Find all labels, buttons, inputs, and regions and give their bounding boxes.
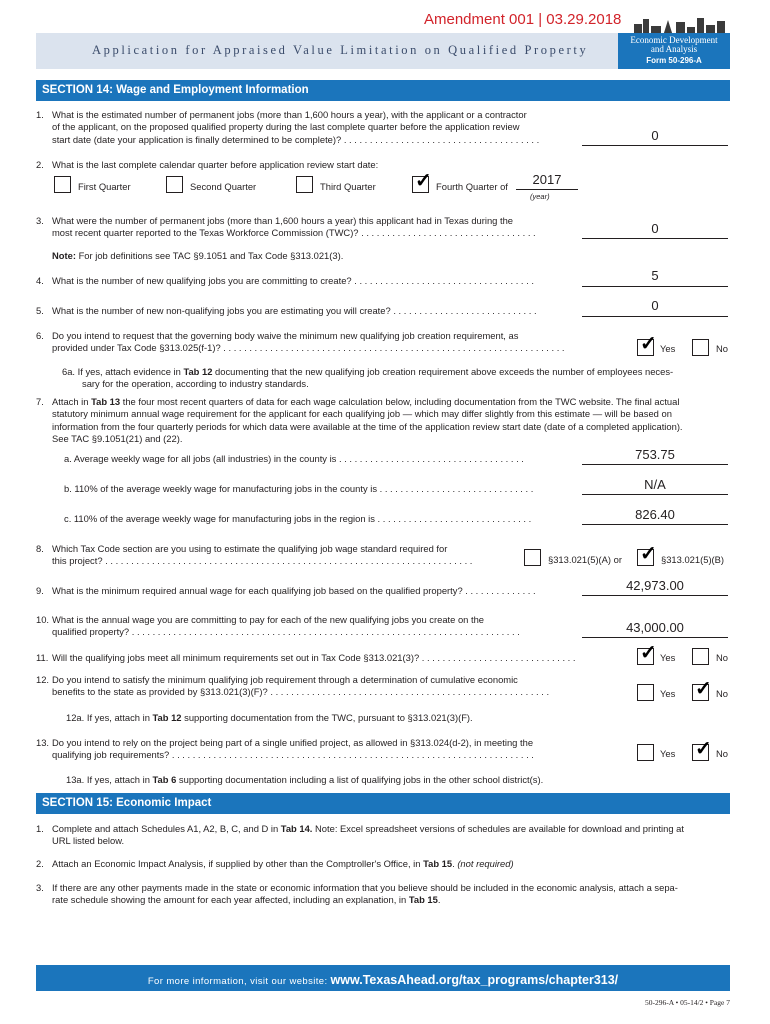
q3-answer-line (582, 238, 728, 239)
q7b-answer-line (582, 494, 728, 495)
q9-answer-line (582, 595, 728, 596)
form-id: Form 50-296-A (646, 56, 702, 65)
q3-line1: What were the number of permanent jobs (more than 1,600 hours a year) this applicant had in Texas during the (52, 215, 514, 226)
q7c-answer-line (582, 524, 728, 525)
q11-yes-label: Yes (660, 652, 676, 663)
footer-website-link[interactable]: www.TexasAhead.org/tax_programs/chapter313/ (330, 973, 619, 987)
footer-bar (36, 965, 730, 991)
q4-answer-line (582, 286, 728, 287)
s15-item2-pre: Attach an Economic Impact Analysis, if supplied by other than the Comptroller's Office, in (52, 858, 424, 869)
application-title: Application for Appraised Value Limitation on Qualified Property (92, 43, 589, 57)
note-text: For job definitions see TAC §9.1051 and Tax Code §313.021(3). (75, 250, 344, 261)
note-label: Note: (52, 250, 76, 261)
first-quarter-checkbox[interactable] (54, 176, 71, 193)
agency-box (618, 33, 730, 69)
section-14-header: SECTION 14: Wage and Employment Information (36, 80, 730, 101)
s15-item3-post: . (437, 894, 441, 906)
q8-option-b-checkbox[interactable] (637, 543, 657, 566)
q6a-text (62, 366, 673, 391)
q3-text (52, 215, 536, 240)
q7c-answer[interactable]: 826.40 (635, 507, 675, 522)
s15-item2-italic: (not required) (457, 858, 514, 869)
q11-number: 11. (36, 652, 49, 663)
q11-no-checkbox[interactable] (692, 648, 709, 665)
second-quarter-label: Second Quarter (190, 181, 257, 192)
q8-option-a-checkbox[interactable] (524, 549, 541, 566)
q1-answer-line (582, 145, 728, 146)
q6-no-checkbox[interactable] (692, 339, 709, 356)
checkmark-icon: ✓ (640, 333, 657, 355)
checkmark-icon: ✓ (695, 738, 712, 760)
q13a-text (66, 774, 543, 786)
s15-item3-tab: Tab 15 (408, 894, 438, 906)
amendment-label: Amendment 001 | 03.29.2018 (424, 11, 622, 28)
q4-number: 4. (36, 275, 44, 286)
q10-number: 10. (36, 614, 50, 625)
q13-yes-checkbox[interactable] (637, 744, 654, 761)
s15-item1-number: 1. (36, 823, 44, 834)
q6-line2: provided under Tax Code §313.025(f-1)? . . . . . . . . . . . . . . . . . . . . . . . . . . . . . . . . . . . . . . . . . . . . . . . . . . . . . . . . . . . . . . . . . . (52, 342, 565, 354)
q13-line2: qualifying job requirements? . . . . . . . . . . . . . . . . . . . . . . . . . . . . . . . . . . . . . . . . . . . . . . . . . . . . . . . . . . . . . . . . . . . . . . (52, 749, 534, 761)
q4-text: What is the number of new qualifying jobs you are committing to create? . . . . . . . . . . . . . . . . . . . . . . . . . . . . . . . . . . . (52, 275, 534, 286)
q6-no-label: No (716, 343, 728, 354)
q3-line2: most recent quarter reported to the Texas Workforce Commission (TWC)? . . . . . . . . . . . . . . . . . . . . . . . . . . . . . . . . . . (52, 227, 536, 239)
q6a-line2: sary for the operation, according to industry standards. (82, 378, 309, 390)
q6-line1: Do you intend to request that the governing body waive the minimum new qualifying job creation requirement, as (52, 330, 519, 341)
checkmark-icon: ✓ (640, 543, 657, 565)
q2-text: What is the last complete calendar quarter before application review start date: (52, 159, 379, 170)
q12-number: 12. (36, 674, 50, 685)
q5-answer-line (582, 316, 728, 317)
q12-text (52, 674, 549, 699)
q10-answer-line (582, 637, 728, 638)
section-15-header: SECTION 15: Economic Impact (36, 793, 730, 814)
s15-item2-number: 2. (36, 858, 44, 869)
q2-number: 2. (36, 159, 44, 170)
q7a-answer[interactable]: 753.75 (635, 447, 675, 462)
s15-item3-line1: If there are any other payments made in the state or economic information that you believe should be included in the economic analysis, attach a sepa- (52, 882, 678, 893)
third-quarter-label: Third Quarter (320, 181, 376, 192)
q11-no-label: No (716, 652, 728, 663)
q2-year-line (516, 189, 578, 190)
q12-yes-checkbox[interactable] (637, 684, 654, 701)
q4-answer[interactable]: 5 (651, 268, 659, 283)
q12a-pre: 12a. If yes, attach in (66, 712, 153, 723)
q13-yes-label: Yes (660, 748, 676, 759)
q7-line3: information from the four quarterly periods for which data were available at the time of the application review start date (date of a completed application). (52, 420, 683, 432)
q7-number: 7. (36, 396, 44, 407)
s15-item2-text (52, 858, 514, 870)
q11-yes-checkbox[interactable] (637, 642, 657, 665)
q7a-text: a. Average weekly wage for all jobs (all industries) in the county is . . . . . . . . . . . . . . . . . . . . . . . . . . . . . . . . . . . . (64, 453, 524, 464)
s15-item2-tab: Tab 15 (423, 858, 453, 869)
q5-answer[interactable]: 0 (651, 298, 659, 313)
q2-year[interactable]: 2017 (532, 172, 562, 187)
s15-item1-pre: Complete and attach Schedules A1, A2, B, C, and D in (52, 823, 281, 834)
q13-no-label: No (716, 748, 728, 759)
q12-line1: Do you intend to satisfy the minimum qualifying job requirement through a determination of cumulative economic (52, 674, 518, 685)
q7b-answer[interactable]: N/A (644, 477, 666, 492)
q6a-post: documenting that the new qualifying job creation requirement above exceeds the number of employees neces- (212, 366, 674, 377)
third-quarter-checkbox[interactable] (296, 176, 313, 193)
q6-number: 6. (36, 330, 44, 341)
fourth-quarter-label: Fourth Quarter of (436, 181, 508, 192)
s15-item1-post: Note: Excel spreadsheet versions of schedules are available for download and printing at (312, 823, 684, 834)
q13a-pre: 13a. If yes, attach in (66, 774, 153, 785)
second-quarter-checkbox[interactable] (166, 176, 183, 193)
q6-text (52, 330, 565, 355)
q6a-pre: 6a. If yes, attach evidence in (62, 366, 184, 377)
q10-text (52, 614, 520, 639)
q7a-answer-line (582, 464, 728, 465)
q11-text: Will the qualifying jobs meet all minimum requirements set out in Tax Code §313.021(3)? . . . . . . . . . . . . . . . . . . . . . . . . . . . . . . (52, 652, 576, 663)
s15-item2-post: . (452, 858, 458, 869)
q12-no-checkbox[interactable] (692, 678, 712, 701)
q8-line2: this project? . . . . . . . . . . . . . . . . . . . . . . . . . . . . . . . . . . . . . . . . . . . . . . . . . . . . . . . . . . . . . . . . . . . . . . . (52, 555, 473, 567)
s15-item3-text (52, 882, 678, 907)
q10-line1: What is the annual wage you are committing to pay for each of the new qualifying jobs you create on the (52, 614, 485, 625)
footer-prefix: For more information, visit our website: (147, 976, 331, 987)
q9-answer[interactable]: 42,973.00 (626, 578, 684, 593)
q8-text (52, 543, 472, 568)
job-definition-note (52, 250, 343, 262)
first-quarter-label: First Quarter (78, 181, 131, 192)
q9-number: 9. (36, 585, 44, 596)
q12a-tab: Tab 12 (152, 712, 182, 723)
q3-number: 3. (36, 215, 44, 226)
q8-number: 8. (36, 543, 44, 554)
q8-option-a-label: §313.021(5)(A) or (548, 554, 622, 565)
q12a-post: supporting documentation from the TWC, pursuant to §313.021(3)(F). (181, 712, 473, 723)
checkmark-icon: ✓ (695, 678, 712, 700)
fourth-quarter-checkbox[interactable] (412, 170, 432, 193)
q1-number: 1. (36, 109, 44, 120)
q13a-post: supporting documentation including a list of qualifying jobs in the other school district(s). (176, 774, 544, 785)
s15-item1-text (52, 823, 684, 848)
q7-line2: statutory minimum annual wage requirement for the applicant for each qualifying job — which may differ slightly from this estimate — will be based on (52, 408, 672, 420)
q3-answer[interactable]: 0 (651, 221, 659, 236)
q12-line2: benefits to the state as provided by §313.021(3)(F)? . . . . . . . . . . . . . . . . . . . . . . . . . . . . . . . . . . . . . . . . . . . . . . . . . . . . . . (52, 686, 550, 698)
q13-line1: Do you intend to rely on the project being part of a single unified project, as allowed in §313.024(d-2), in meeting the (52, 737, 534, 748)
q7-tab: Tab 13 (91, 396, 121, 407)
q8-line1: Which Tax Code section are you using to estimate the qualifying job wage standard required for (52, 543, 448, 554)
q13-no-checkbox[interactable] (692, 738, 712, 761)
checkmark-icon: ✓ (415, 170, 432, 192)
q13-text (52, 737, 534, 762)
q10-line2: qualified property? . . . . . . . . . . . . . . . . . . . . . . . . . . . . . . . . . . . . . . . . . . . . . . . . . . . . . . . . . . . . . . . . . . . . . . . . . . . (52, 626, 520, 638)
q7c-text: c. 110% of the average weekly wage for manufacturing jobs in the region is . . . . . . . . . . . . . . . . . . . . . . . . . . . . . . (64, 513, 532, 524)
q2-year-caption: (year) (530, 192, 550, 201)
q7-pre: Attach in (52, 396, 92, 407)
q5-number: 5. (36, 305, 44, 316)
q13a-tab: Tab 6 (152, 774, 177, 785)
q5-text: What is the number of new non-qualifying jobs you are estimating you will create? . . . . . . . . . . . . . . . . . . . . . . . . . . . . (52, 305, 537, 316)
q6-yes-label: Yes (660, 343, 676, 354)
q12-no-label: No (716, 688, 728, 699)
q1-line3: start date (date your application is finally determined to be complete)? . . . . . . . . . . . . . . . . . . . . . . . . . . . . . . . . . . . . . . (52, 133, 540, 145)
q12a-text (66, 712, 473, 724)
q7-text (52, 396, 683, 446)
q1-answer[interactable]: 0 (651, 128, 659, 143)
page-number: 50-296-A • 05-14/2 • Page 7 (644, 998, 730, 1007)
q9-text: What is the minimum required annual wage for each qualifying job based on the qualified property? . . . . . . . . . . . . . . (52, 585, 536, 596)
q10-answer[interactable]: 43,000.00 (626, 620, 684, 635)
q1-line1: What is the estimated number of permanent jobs (more than 1,600 hours a year), with the applicant or a contractor (52, 109, 527, 120)
s15-item3-pre: rate schedule showing the amount for each year affected, including an explanation, in (52, 894, 409, 906)
q7-post: the four most recent quarters of data for each wage calculation below, including documentation from the TWC website. The final actual (120, 396, 680, 407)
agency-line1: Economic Development (630, 35, 718, 45)
q8-option-b-label: §313.021(5)(B) (661, 554, 725, 565)
s15-item1-tab: Tab 14. (280, 823, 313, 834)
checkmark-icon: ✓ (640, 642, 657, 664)
q7b-text: b. 110% of the average weekly wage for manufacturing jobs in the county is . . . . . . . . . . . . . . . . . . . . . . . . . . . . . . (64, 483, 534, 494)
s15-item3-number: 3. (36, 882, 44, 893)
q6a-tab: Tab 12 (183, 366, 213, 377)
q6-yes-checkbox[interactable] (637, 333, 657, 356)
q7-line4: See TAC §9.1051(21) and (22). (52, 433, 183, 445)
q12-yes-label: Yes (660, 688, 676, 699)
s15-item1-line2: URL listed below. (52, 835, 125, 847)
q13-number: 13. (36, 737, 50, 748)
agency-line2: and Analysis (650, 44, 698, 54)
q1-text (52, 109, 539, 146)
q1-line2: of the applicant, on the proposed qualified property during the last complete quarter before the application review (52, 121, 520, 133)
